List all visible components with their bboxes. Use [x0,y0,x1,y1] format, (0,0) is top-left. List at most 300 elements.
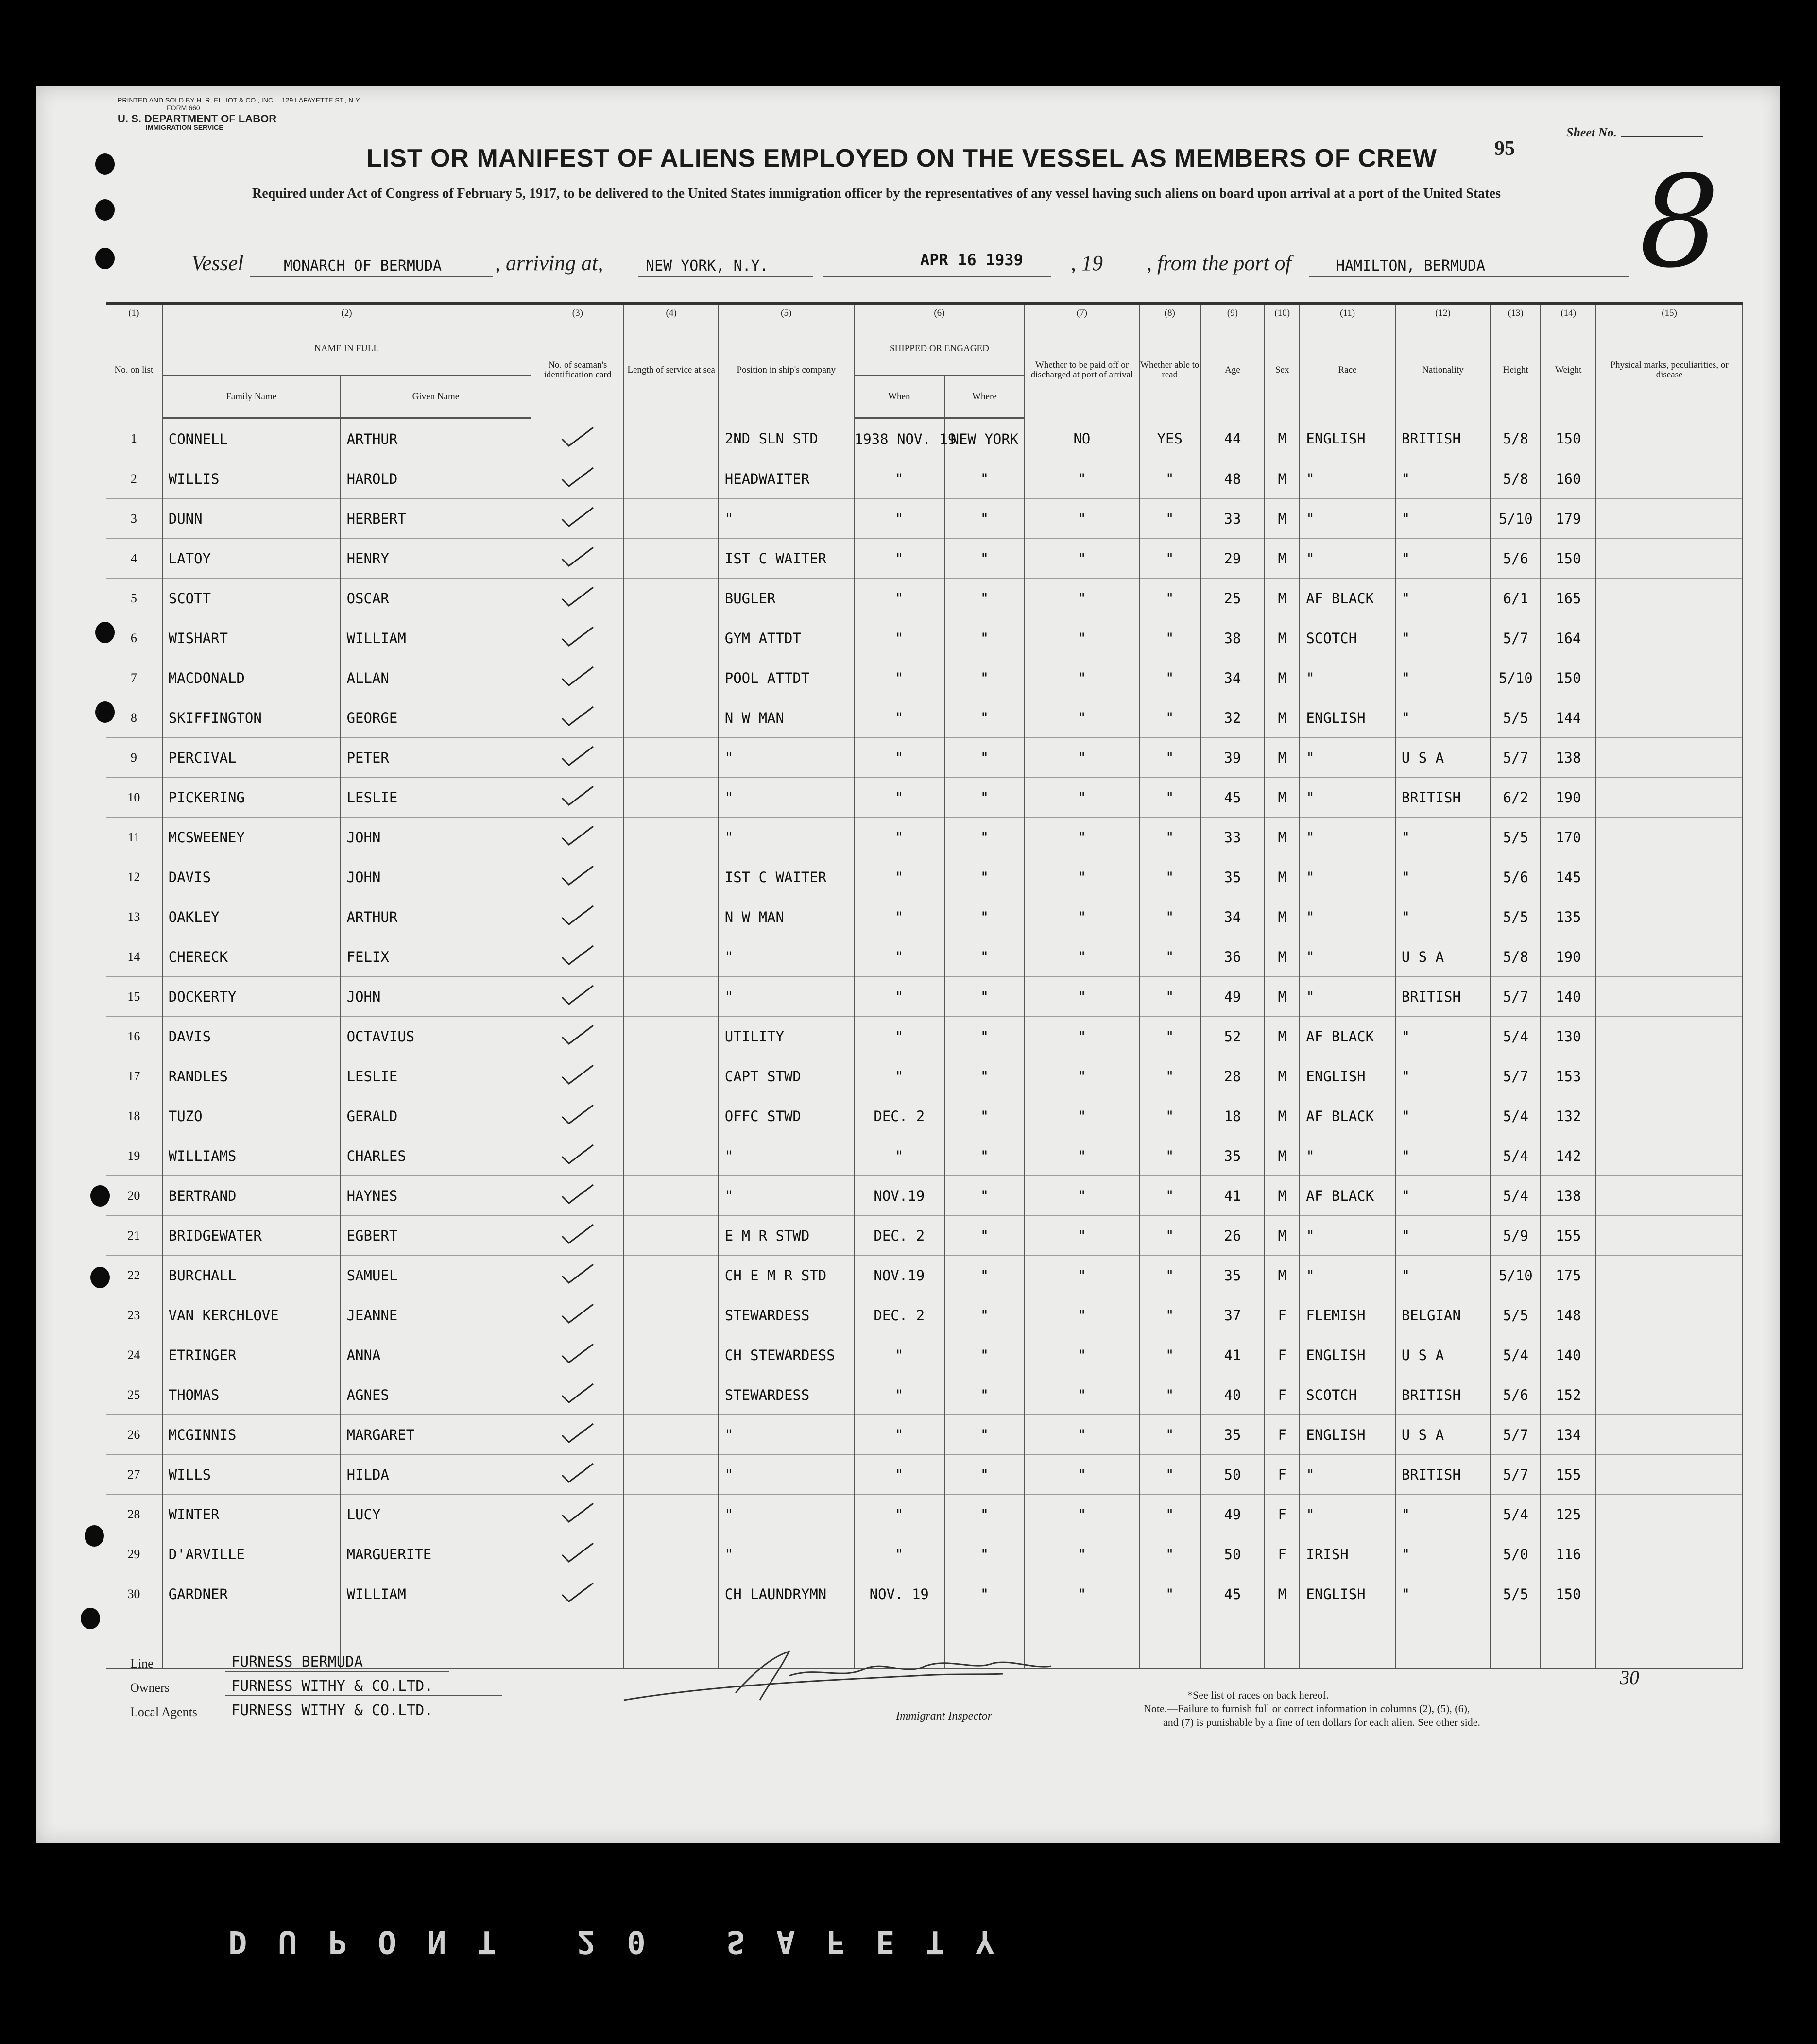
cell-sex: M [1265,1017,1300,1056]
cell-shipped-where: " [944,897,1025,937]
owners-label: Owners [130,1681,170,1695]
cell-shipped-when: " [854,897,944,937]
cell-nationality: " [1395,1256,1491,1295]
cell-shipped-when: " [854,1017,944,1056]
cell-length-service [624,1375,718,1415]
cell-weight: 130 [1541,1017,1596,1056]
cell-position: CAPT STWD [719,1056,854,1096]
header-row-top [106,322,1743,376]
cell-paid-off: " [1025,1056,1139,1096]
cell-able-read: " [1139,1176,1200,1216]
check-mark-icon [558,505,597,529]
cell-age: 36 [1200,937,1265,977]
col-number-9: (9) [1200,303,1265,322]
cell-nationality: " [1395,1096,1491,1136]
cell-row-number: 22 [106,1256,162,1295]
check-mark-icon [558,1142,597,1166]
cell-given-name: WILLIAM [341,618,531,658]
check-mark-icon [558,943,597,967]
cell-row-number: 21 [106,1216,162,1256]
cell-weight: 190 [1541,778,1596,818]
document-title: LIST OR MANIFEST OF ALIENS EMPLOYED ON THE VESSEL AS MEMBERS OF CREW [366,144,1437,172]
header-race: Race [1300,322,1395,418]
table-row [106,1256,1743,1295]
table-row [106,1017,1743,1056]
agents-label: Local Agents [130,1705,197,1719]
service-label: IMMIGRATION SERVICE [146,123,223,131]
cell-able-read: " [1139,579,1200,618]
cell-shipped-when: " [854,459,944,499]
cell-weight: 152 [1541,1375,1596,1415]
cell-position: " [719,1455,854,1495]
cell-shipped-when: NOV.19 [854,1176,944,1216]
table-row [106,579,1743,618]
cell-marks [1596,1534,1743,1574]
cell-age: 39 [1200,738,1265,778]
table-row [106,1495,1743,1534]
cell-age: 29 [1200,539,1265,579]
cell-position: " [719,977,854,1017]
header-when: When [854,376,944,418]
from-port-underline [1309,276,1629,277]
cell-row-number: 20 [106,1176,162,1216]
cell-family-name: D'ARVILLE [162,1534,341,1574]
cell-race: FLEMISH [1300,1295,1395,1335]
cell-row-number: 23 [106,1295,162,1335]
cell-family-name: DOCKERTY [162,977,341,1017]
cell-able-read: " [1139,1574,1200,1614]
cell-given-name: HENRY [341,539,531,579]
col-number-7: (7) [1025,303,1139,322]
cell-position: " [719,818,854,857]
cell-sex: M [1265,499,1300,539]
cell-age: 35 [1200,1256,1265,1295]
cell-nationality: U S A [1395,1415,1491,1455]
cell-family-name: PICKERING [162,778,341,818]
cell-race: " [1300,539,1395,579]
table-row [106,1136,1743,1176]
cell-paid-off: " [1025,1256,1139,1295]
cell-given-name: MARGARET [341,1415,531,1455]
cell-id-card-tick [531,499,624,539]
cell-sex: M [1265,977,1300,1017]
cell-height: 5/10 [1491,499,1541,539]
cell-weight: 150 [1541,1574,1596,1614]
cell-row-number: 19 [106,1136,162,1176]
cell-position: N W MAN [719,897,854,937]
cell-id-card-tick [531,1056,624,1096]
cell-marks [1596,937,1743,977]
sheet-no-line [1621,136,1703,137]
cell-height: 5/5 [1491,698,1541,738]
cell-marks [1596,618,1743,658]
cell-shipped-where: " [944,459,1025,499]
cell-nationality: " [1395,857,1491,897]
cell-row-number: 3 [106,499,162,539]
binder-hole [95,248,115,269]
cell-position: " [719,1136,854,1176]
cell-shipped-where: " [944,1256,1025,1295]
cell-id-card-tick [531,1335,624,1375]
cell-race: ENGLISH [1300,418,1395,459]
table-row [106,1415,1743,1455]
cell-nationality: " [1395,1056,1491,1096]
cell-age: 34 [1200,897,1265,937]
cell-shipped-where: " [944,1534,1025,1574]
cell-height: 5/7 [1491,1455,1541,1495]
cell-shipped-where: " [944,738,1025,778]
cell-height: 6/1 [1491,579,1541,618]
cell-position: IST C WAITER [719,857,854,897]
cell-height: 5/6 [1491,857,1541,897]
cell-race: " [1300,1495,1395,1534]
cell-length-service [624,1256,718,1295]
cell-shipped-when: DEC. 2 [854,1216,944,1256]
check-mark-icon [558,903,597,927]
cell-paid-off: " [1025,499,1139,539]
vessel-info-row [191,251,1678,285]
cell-weight: 125 [1541,1495,1596,1534]
cell-row-number: 4 [106,539,162,579]
check-mark-icon [558,664,597,688]
cell-age: 49 [1200,1495,1265,1534]
cell-length-service [624,459,718,499]
cell-age: 35 [1200,1136,1265,1176]
cell-position: BUGLER [719,579,854,618]
cell-id-card-tick [531,937,624,977]
cell-age: 33 [1200,818,1265,857]
cell-given-name: HERBERT [341,499,531,539]
cell-paid-off: " [1025,1176,1139,1216]
cell-marks [1596,1375,1743,1415]
cell-age: 50 [1200,1534,1265,1574]
cell-shipped-where: " [944,1017,1025,1056]
table-row [106,937,1743,977]
cell-length-service [624,1415,718,1455]
table-row [106,618,1743,658]
cell-family-name: DUNN [162,499,341,539]
cell-length-service [624,1176,718,1216]
cell-row-number: 16 [106,1017,162,1056]
cell-row-number: 29 [106,1534,162,1574]
cell-position: 2ND SLN STD [719,418,854,459]
cell-weight: 155 [1541,1216,1596,1256]
cell-nationality: " [1395,1216,1491,1256]
cell-paid-off: NO [1025,418,1139,459]
cell-nationality: " [1395,1574,1491,1614]
header-id-card: No. of seaman's identification card [531,322,624,418]
cell-length-service [624,937,718,977]
cell-given-name: OSCAR [341,579,531,618]
cell-sex: F [1265,1495,1300,1534]
cell-length-service [624,1216,718,1256]
from-port-label: , from the port of [1147,251,1291,275]
cell-row-number: 11 [106,818,162,857]
cell-id-card-tick [531,1256,624,1295]
cell-height: 5/10 [1491,658,1541,698]
table-row [106,1534,1743,1574]
check-mark-icon [558,784,597,808]
cell-able-read: " [1139,698,1200,738]
table-row [106,857,1743,897]
cell-shipped-where: " [944,1295,1025,1335]
cell-given-name: HAYNES [341,1176,531,1216]
check-mark-icon [558,1500,597,1525]
cell-length-service [624,857,718,897]
cell-paid-off: " [1025,1295,1139,1335]
cell-marks [1596,1415,1743,1455]
cell-length-service [624,1096,718,1136]
header-no-on-list: No. on list [106,322,162,418]
cell-marks [1596,658,1743,698]
cell-race: AF BLACK [1300,1017,1395,1056]
cell-given-name: HAROLD [341,459,531,499]
check-mark-icon [558,1022,597,1047]
check-mark-icon [558,1062,597,1087]
cell-family-name: DAVIS [162,857,341,897]
cell-position: POOL ATTDT [719,658,854,698]
cell-height: 5/5 [1491,897,1541,937]
cell-shipped-where: " [944,579,1025,618]
col-number-8: (8) [1139,303,1200,322]
cell-marks [1596,977,1743,1017]
cell-length-service [624,618,718,658]
cell-given-name: JOHN [341,977,531,1017]
cell-family-name: SKIFFINGTON [162,698,341,738]
cell-position: " [719,1534,854,1574]
cell-sex: F [1265,1534,1300,1574]
cell-shipped-where: " [944,818,1025,857]
failure-note-line2: and (7) is punishable by a fine of ten dollars for each alien. See other side. [1163,1716,1481,1728]
cell-shipped-where: " [944,937,1025,977]
cell-length-service [624,1017,718,1056]
cell-race: " [1300,977,1395,1017]
cell-age: 34 [1200,658,1265,698]
check-mark-icon [558,1381,597,1405]
cell-marks [1596,1136,1743,1176]
cell-shipped-when: " [854,778,944,818]
cell-able-read: " [1139,897,1200,937]
cell-position: " [719,499,854,539]
cell-row-number: 8 [106,698,162,738]
cell-family-name: GARDNER [162,1574,341,1614]
cell-age: 48 [1200,459,1265,499]
cell-shipped-when: " [854,1495,944,1534]
cell-id-card-tick [531,977,624,1017]
cell-nationality: " [1395,1017,1491,1056]
cell-race: " [1300,897,1395,937]
cell-row-number: 1 [106,418,162,459]
cell-sex: M [1265,897,1300,937]
vessel-underline [250,276,493,277]
cell-row-number: 5 [106,579,162,618]
cell-race: ENGLISH [1300,1415,1395,1455]
cell-marks [1596,1335,1743,1375]
cell-height: 5/8 [1491,418,1541,459]
cell-length-service [624,698,718,738]
cell-sex: F [1265,1455,1300,1495]
cell-able-read: YES [1139,418,1200,459]
cell-paid-off: " [1025,1495,1139,1534]
cell-race: SCOTCH [1300,1375,1395,1415]
cell-paid-off: " [1025,1335,1139,1375]
cell-paid-off: " [1025,897,1139,937]
cell-age: 38 [1200,618,1265,658]
cell-height: 5/7 [1491,1415,1541,1455]
cell-able-read: " [1139,818,1200,857]
cell-family-name: DAVIS [162,1017,341,1056]
column-number-row [106,303,1743,322]
cell-family-name: WILLIAMS [162,1136,341,1176]
cell-sex: M [1265,937,1300,977]
cell-nationality: " [1395,1136,1491,1176]
cell-able-read: " [1139,1415,1200,1455]
table-row [106,1455,1743,1495]
cell-given-name: ARTHUR [341,418,531,459]
table-row [106,1295,1743,1335]
cell-shipped-where: " [944,1176,1025,1216]
cell-nationality: " [1395,658,1491,698]
cell-height: 5/7 [1491,1056,1541,1096]
cell-race: SCOTCH [1300,618,1395,658]
cell-given-name: FELIX [341,937,531,977]
cell-given-name: GEORGE [341,698,531,738]
cell-family-name: THOMAS [162,1375,341,1415]
cell-shipped-when: " [854,1455,944,1495]
cell-given-name: JEANNE [341,1295,531,1335]
cell-height: 5/5 [1491,818,1541,857]
year-label: , 19 [1071,251,1103,275]
cell-nationality: BRITISH [1395,977,1491,1017]
cell-nationality: " [1395,1495,1491,1534]
check-mark-icon [558,624,597,648]
check-mark-icon [558,863,597,887]
cell-shipped-where: " [944,1455,1025,1495]
table-row [106,418,1743,459]
cell-shipped-when: NOV. 19 [854,1574,944,1614]
cell-id-card-tick [531,1534,624,1574]
cell-row-number: 27 [106,1455,162,1495]
cell-marks [1596,1256,1743,1295]
table-row [106,459,1743,499]
table-row [106,1375,1743,1415]
cell-paid-off: " [1025,1415,1139,1455]
cell-race: " [1300,818,1395,857]
vessel-name: MONARCH OF BERMUDA [284,257,442,274]
cell-sex: M [1265,1176,1300,1216]
cell-given-name: JOHN [341,818,531,857]
cell-sex: M [1265,459,1300,499]
cell-able-read: " [1139,1096,1200,1136]
cell-id-card-tick [531,1495,624,1534]
cell-family-name: CONNELL [162,418,341,459]
cell-height: 5/9 [1491,1216,1541,1256]
cell-able-read: " [1139,778,1200,818]
header-length-service: Length of service at sea [624,322,718,418]
cell-shipped-when: " [854,499,944,539]
cell-able-read: " [1139,937,1200,977]
cell-id-card-tick [531,658,624,698]
cell-race: " [1300,1256,1395,1295]
cell-shipped-where: " [944,1056,1025,1096]
binder-hole [81,1608,100,1629]
cell-race: AF BLACK [1300,1176,1395,1216]
cell-row-number: 9 [106,738,162,778]
arrival-date-stamp: APR 16 1939 [920,251,1023,269]
cell-position: IST C WAITER [719,539,854,579]
cell-length-service [624,818,718,857]
check-mark-icon [558,545,597,569]
cell-able-read: " [1139,1455,1200,1495]
cell-race: " [1300,658,1395,698]
cell-shipped-where: " [944,1495,1025,1534]
cell-marks [1596,539,1743,579]
cell-sex: F [1265,1415,1300,1455]
header-height: Height [1491,322,1541,418]
cell-shipped-when: " [854,738,944,778]
cell-shipped-when: " [854,857,944,897]
cell-id-card-tick [531,857,624,897]
agents-value: FURNESS WITHY & CO.LTD. [231,1702,433,1719]
cell-able-read: " [1139,738,1200,778]
cell-given-name: PETER [341,738,531,778]
cell-sex: M [1265,658,1300,698]
cell-family-name: OAKLEY [162,897,341,937]
cell-family-name: BERTRAND [162,1176,341,1216]
cell-marks [1596,1056,1743,1096]
cell-length-service [624,1455,718,1495]
cell-sex: M [1265,778,1300,818]
cell-shipped-when: " [854,1375,944,1415]
cell-weight: 140 [1541,1335,1596,1375]
col-number-3: (3) [531,303,624,322]
cell-able-read: " [1139,977,1200,1017]
cell-weight: 145 [1541,857,1596,897]
cell-age: 41 [1200,1176,1265,1216]
cell-family-name: ETRINGER [162,1335,341,1375]
cell-paid-off: " [1025,937,1139,977]
cell-id-card-tick [531,1574,624,1614]
cell-paid-off: " [1025,738,1139,778]
cell-family-name: BURCHALL [162,1256,341,1295]
check-mark-icon [558,1421,597,1445]
cell-weight: 165 [1541,579,1596,618]
table-row [106,658,1743,698]
cell-given-name: SAMUEL [341,1256,531,1295]
cell-marks [1596,1216,1743,1256]
cell-id-card-tick [531,1415,624,1455]
binder-hole [95,199,115,221]
department-label: U. S. DEPARTMENT OF LABOR [118,113,277,125]
from-port: HAMILTON, BERMUDA [1336,257,1486,274]
cell-sex: M [1265,698,1300,738]
cell-race: " [1300,937,1395,977]
cell-paid-off: " [1025,1136,1139,1176]
cell-age: 45 [1200,778,1265,818]
cell-length-service [624,579,718,618]
header-able-read: Whether able to read [1139,322,1200,418]
table-row [106,539,1743,579]
cell-weight: 134 [1541,1415,1596,1455]
cell-sex: F [1265,1375,1300,1415]
cell-row-number: 26 [106,1415,162,1455]
cell-able-read: " [1139,1136,1200,1176]
cell-age: 35 [1200,1415,1265,1455]
header-given-name: Given Name [341,376,531,418]
check-mark-icon [558,1461,597,1485]
col-number-4: (4) [624,303,718,322]
binder-hole [95,701,115,723]
